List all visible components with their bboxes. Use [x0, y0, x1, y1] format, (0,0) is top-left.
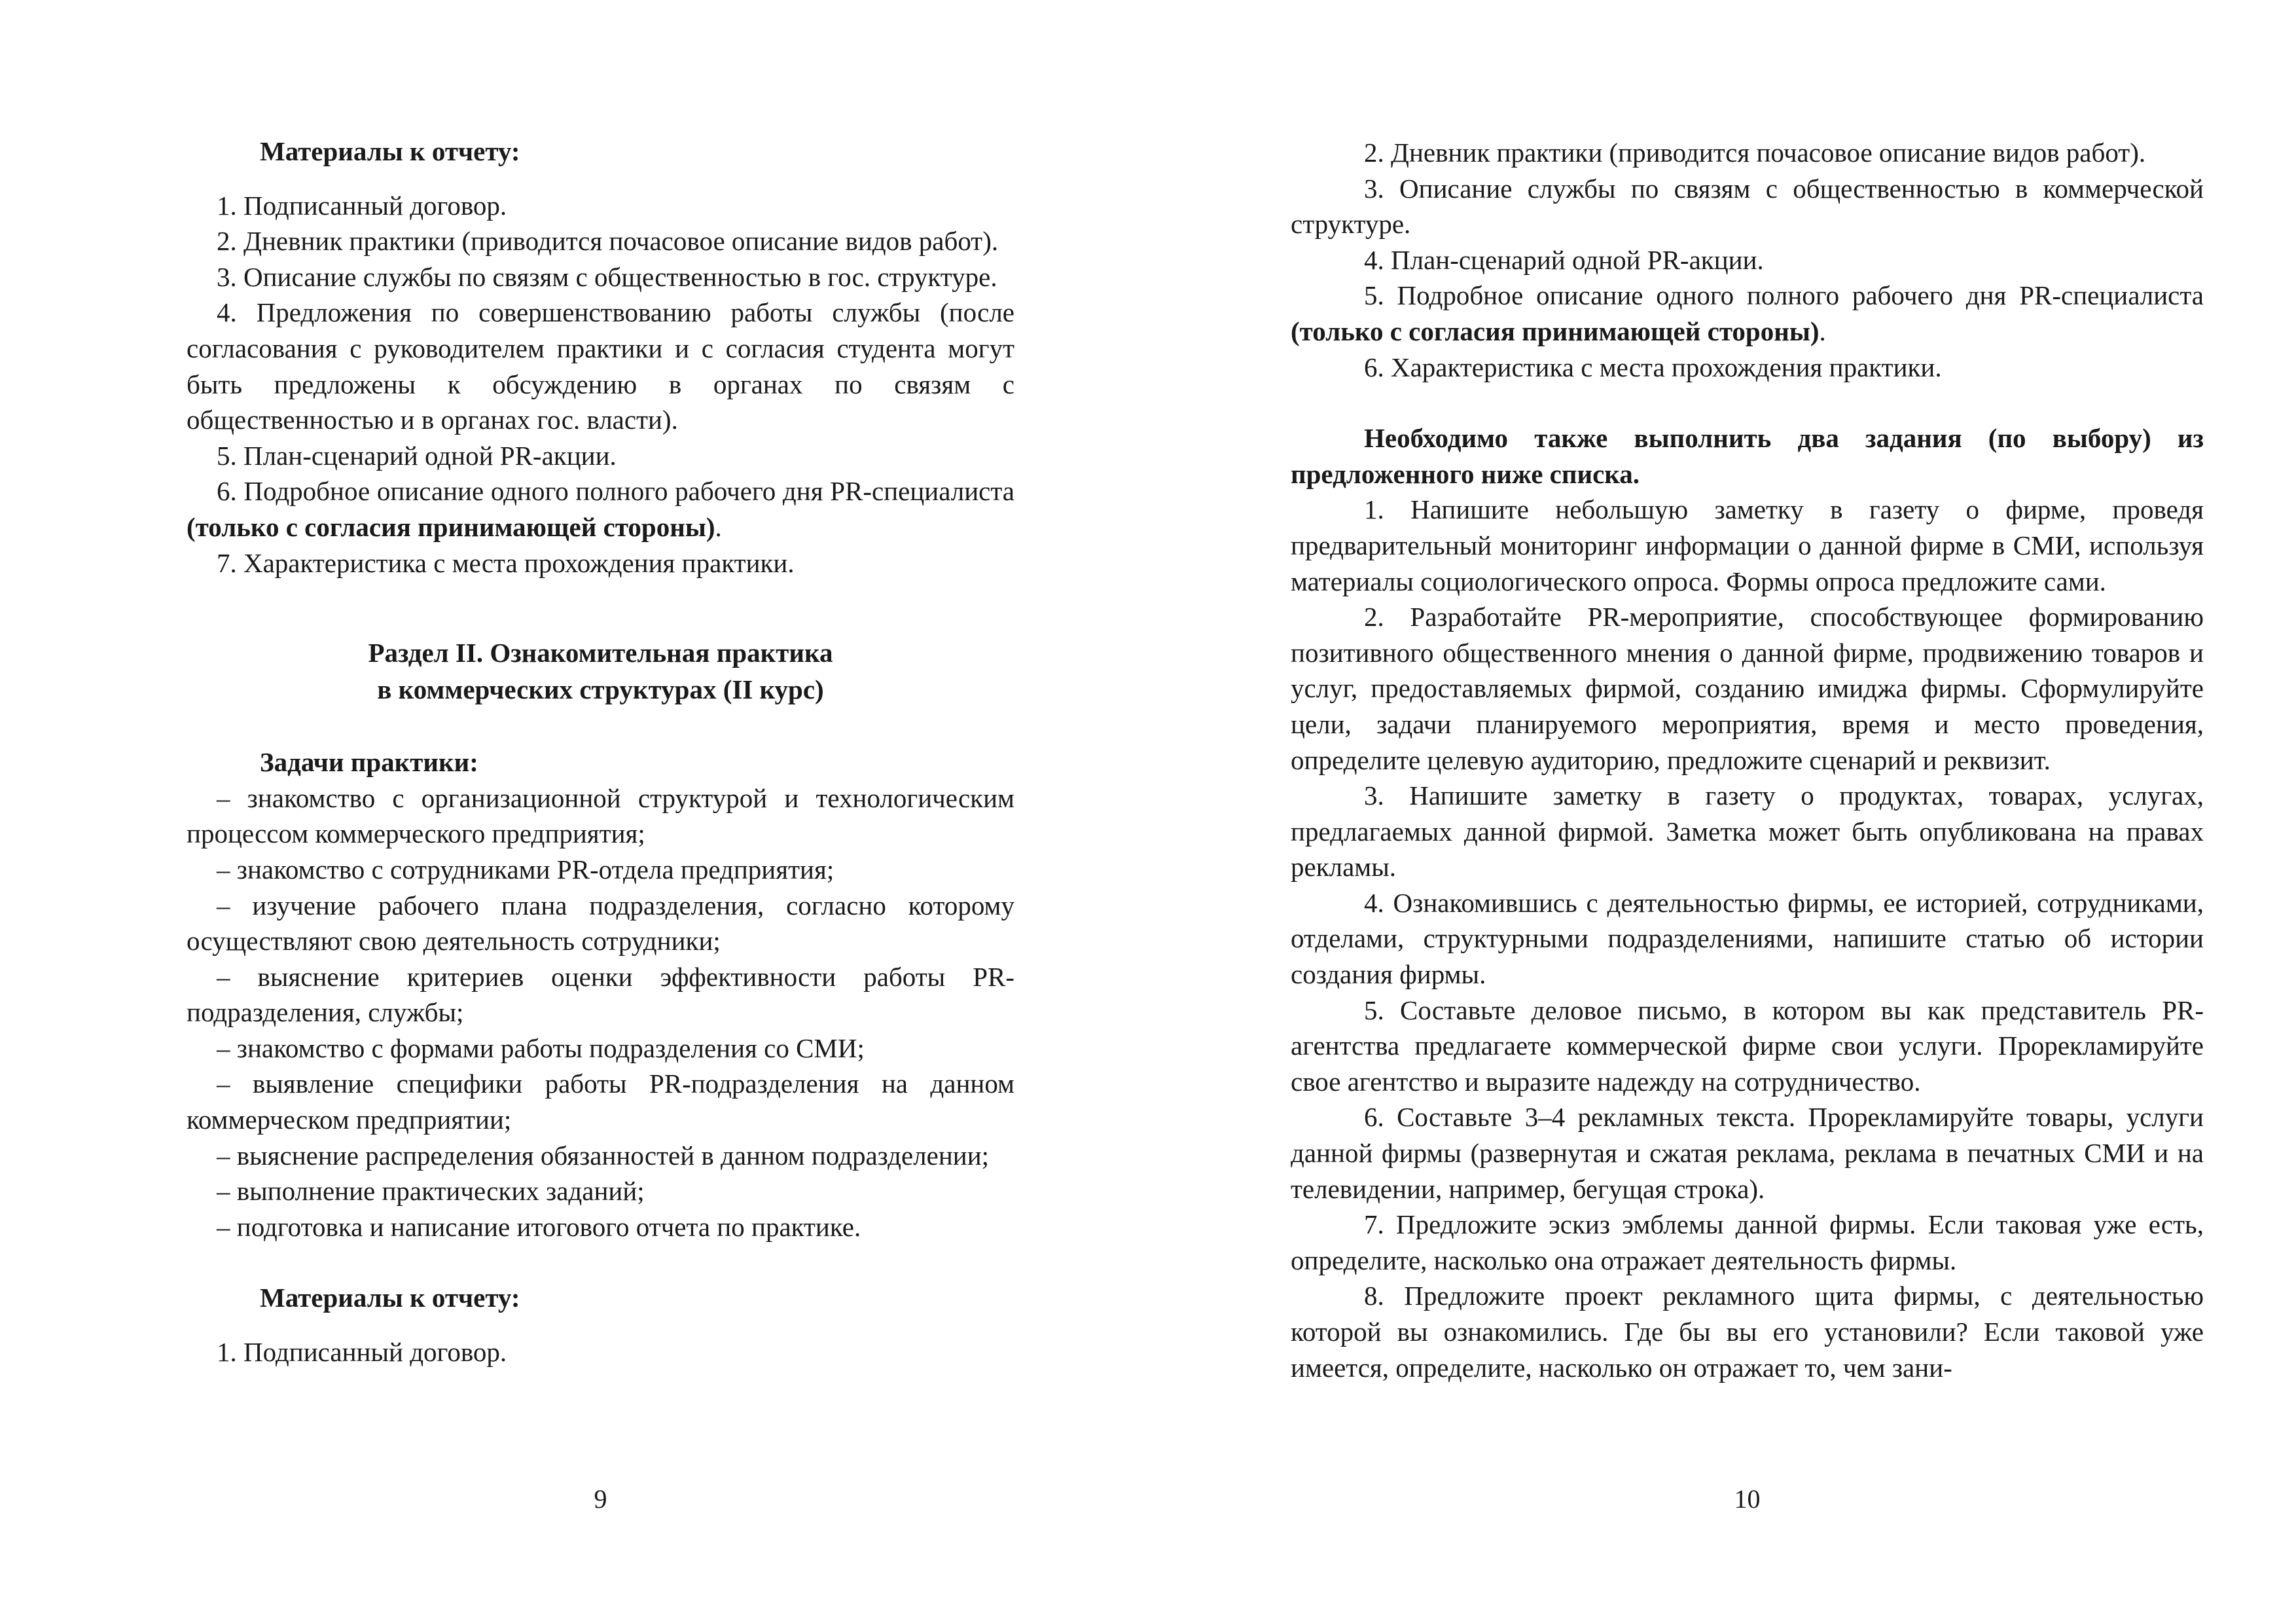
task-item: – выяснение распределения обязанностей в данном подразделении; [217, 1140, 990, 1171]
materials-heading: Материалы к отчету: [260, 1283, 520, 1313]
materials-item-end: . [715, 511, 722, 542]
materials-item: 4. Предложения по совершенствованию работы службы (после согласования с руководителем практики и с согласия студента могут быть предложены к обсуждению в органах по связям с общественностью и в органах гос. власти). [187, 297, 1014, 435]
section-title [187, 634, 1014, 708]
materials-heading: Материалы к отчету: [260, 136, 520, 166]
task-item: – знакомство с организационной структурой и технологическим процессом коммерческого предприятия; [187, 782, 1014, 849]
materials-item-text: 6. Подробное описание одного полного рабочего дня PR-специалиста [217, 476, 1014, 507]
right-page [1291, 0, 2204, 1623]
assignment-item: 3. Напишите заметку в газету о продуктах, товарах, услугах, предлагаемых данной фирмой. Заметка может быть опубликована на правах рекламы. [1291, 780, 2204, 883]
materials-item-bold: (только с согласия принимающей стороны) [1291, 316, 1820, 346]
materials-item: 1. Подписанный договор. [217, 190, 507, 221]
left-page-text [187, 134, 1014, 1370]
page-number: 10 [1734, 1484, 1761, 1514]
materials-item: 1. Подписанный договор. [217, 1337, 507, 1368]
materials-item [187, 473, 1014, 545]
materials-item-bold: (только с согласия принимающей стороны) [187, 511, 715, 542]
materials-item: 3. Описание службы по связям с общественностью в коммерческой структуре. [1291, 173, 2204, 240]
materials-item: 5. План-сценарий одной PR-акции. [217, 440, 617, 471]
assignment-item: 5. Составьте деловое письмо, в котором вы как представитель PR-агентства предлагаете коммерческой фирме свои услуги. Прорекламируйте свое агентство и выразите надежду на сотрудничество. [1291, 994, 2204, 1097]
materials-item: 2. Дневник практики (приводится почасовое описание видов работ). [217, 226, 999, 257]
task-item: – выявление специфики работы PR-подразделения на данном коммерческом предприятии; [187, 1068, 1014, 1135]
section-title-line-1: Раздел II. Ознакомительная практика [368, 638, 833, 668]
right-page-text [1291, 135, 2204, 1385]
task-item: – знакомство с формами работы подразделения со СМИ; [217, 1032, 865, 1063]
materials-item-end: . [1819, 316, 1826, 346]
materials-item: 4. План-сценарий одной PR-акции. [1364, 244, 1764, 275]
task-item: – подготовка и написание итогового отчета по практике. [217, 1211, 861, 1242]
materials-item: 6. Характеристика с места прохождения практики. [1364, 352, 1942, 382]
assignment-item: 7. Предложите эскиз эмблемы данной фирмы. Если таковая уже есть, определите, насколько она отражает деятельность фирмы. [1291, 1209, 2204, 1275]
page-number: 9 [594, 1484, 607, 1514]
tasks-heading: Задачи практики: [260, 747, 478, 778]
materials-item: 3. Описание службы по связям с общественностью в гос. структуре. [217, 261, 997, 292]
assignment-heading: Необходимо также выполнить два задания (по выбору) из предложенного ниже списка. [1291, 423, 2204, 489]
materials-item [1291, 278, 2204, 349]
assignment-item: 1. Напишите небольшую заметку в газету о фирме, проведя предварительный мониторинг информации о данной фирме в СМИ, используя материалы социологического опроса. Формы опроса предложите сами. [1291, 494, 2204, 596]
assignment-item: 8. Предложите проект рекламного щита фирмы, с деятельностью которой вы ознакомились. Где бы вы его установили? Если таковой уже имеется, определите, насколько он отражает то, чем зани- [1291, 1281, 2204, 1383]
section-title-line-2: в коммерческих структурах (II курс) [377, 674, 824, 705]
task-item: – знакомство с сотрудниками PR-отдела предприятия; [217, 854, 834, 884]
task-item: – выполнение практических заданий; [217, 1176, 645, 1207]
materials-item-text: 5. Подробное описание одного полного рабочего дня PR-специалиста [1364, 280, 2204, 311]
assignment-item: 6. Составьте 3–4 рекламных текста. Прорекламируйте товары, услуги данной фирмы (развернутая и сжатая реклама, реклама в печатных СМИ и на телевидении, например, бегущая строка). [1291, 1102, 2204, 1204]
task-item: – выяснение критериев оценки эффективности работы PR-подразделения, службы; [187, 961, 1014, 1028]
left-page [187, 0, 1014, 1623]
task-item: – изучение рабочего плана подразделения, согласно которому осуществляют свою деятельность сотрудники; [187, 890, 1014, 957]
assignment-item: 2. Разработайте PR-мероприятие, способствующее формированию позитивного общественного мнения о данной фирме, продвижению товаров и услуг, предоставляемых фирмой, созданию имиджа фирмы. Сформулируйте цели, задачи планируемого мероприятия, время и место проведения, определите целевую аудиторию, предложите сценарий и реквизит. [1291, 602, 2204, 775]
materials-item: 2. Дневник практики (приводится почасовое описание видов работ). [1364, 137, 2146, 168]
materials-item: 7. Характеристика с места прохождения практики. [217, 547, 795, 578]
assignment-item: 4. Ознакомившись с деятельностью фирмы, ее историей, сотрудниками, отделами, структурными подразделениями, напишите статью об истории создания фирмы. [1291, 887, 2204, 990]
